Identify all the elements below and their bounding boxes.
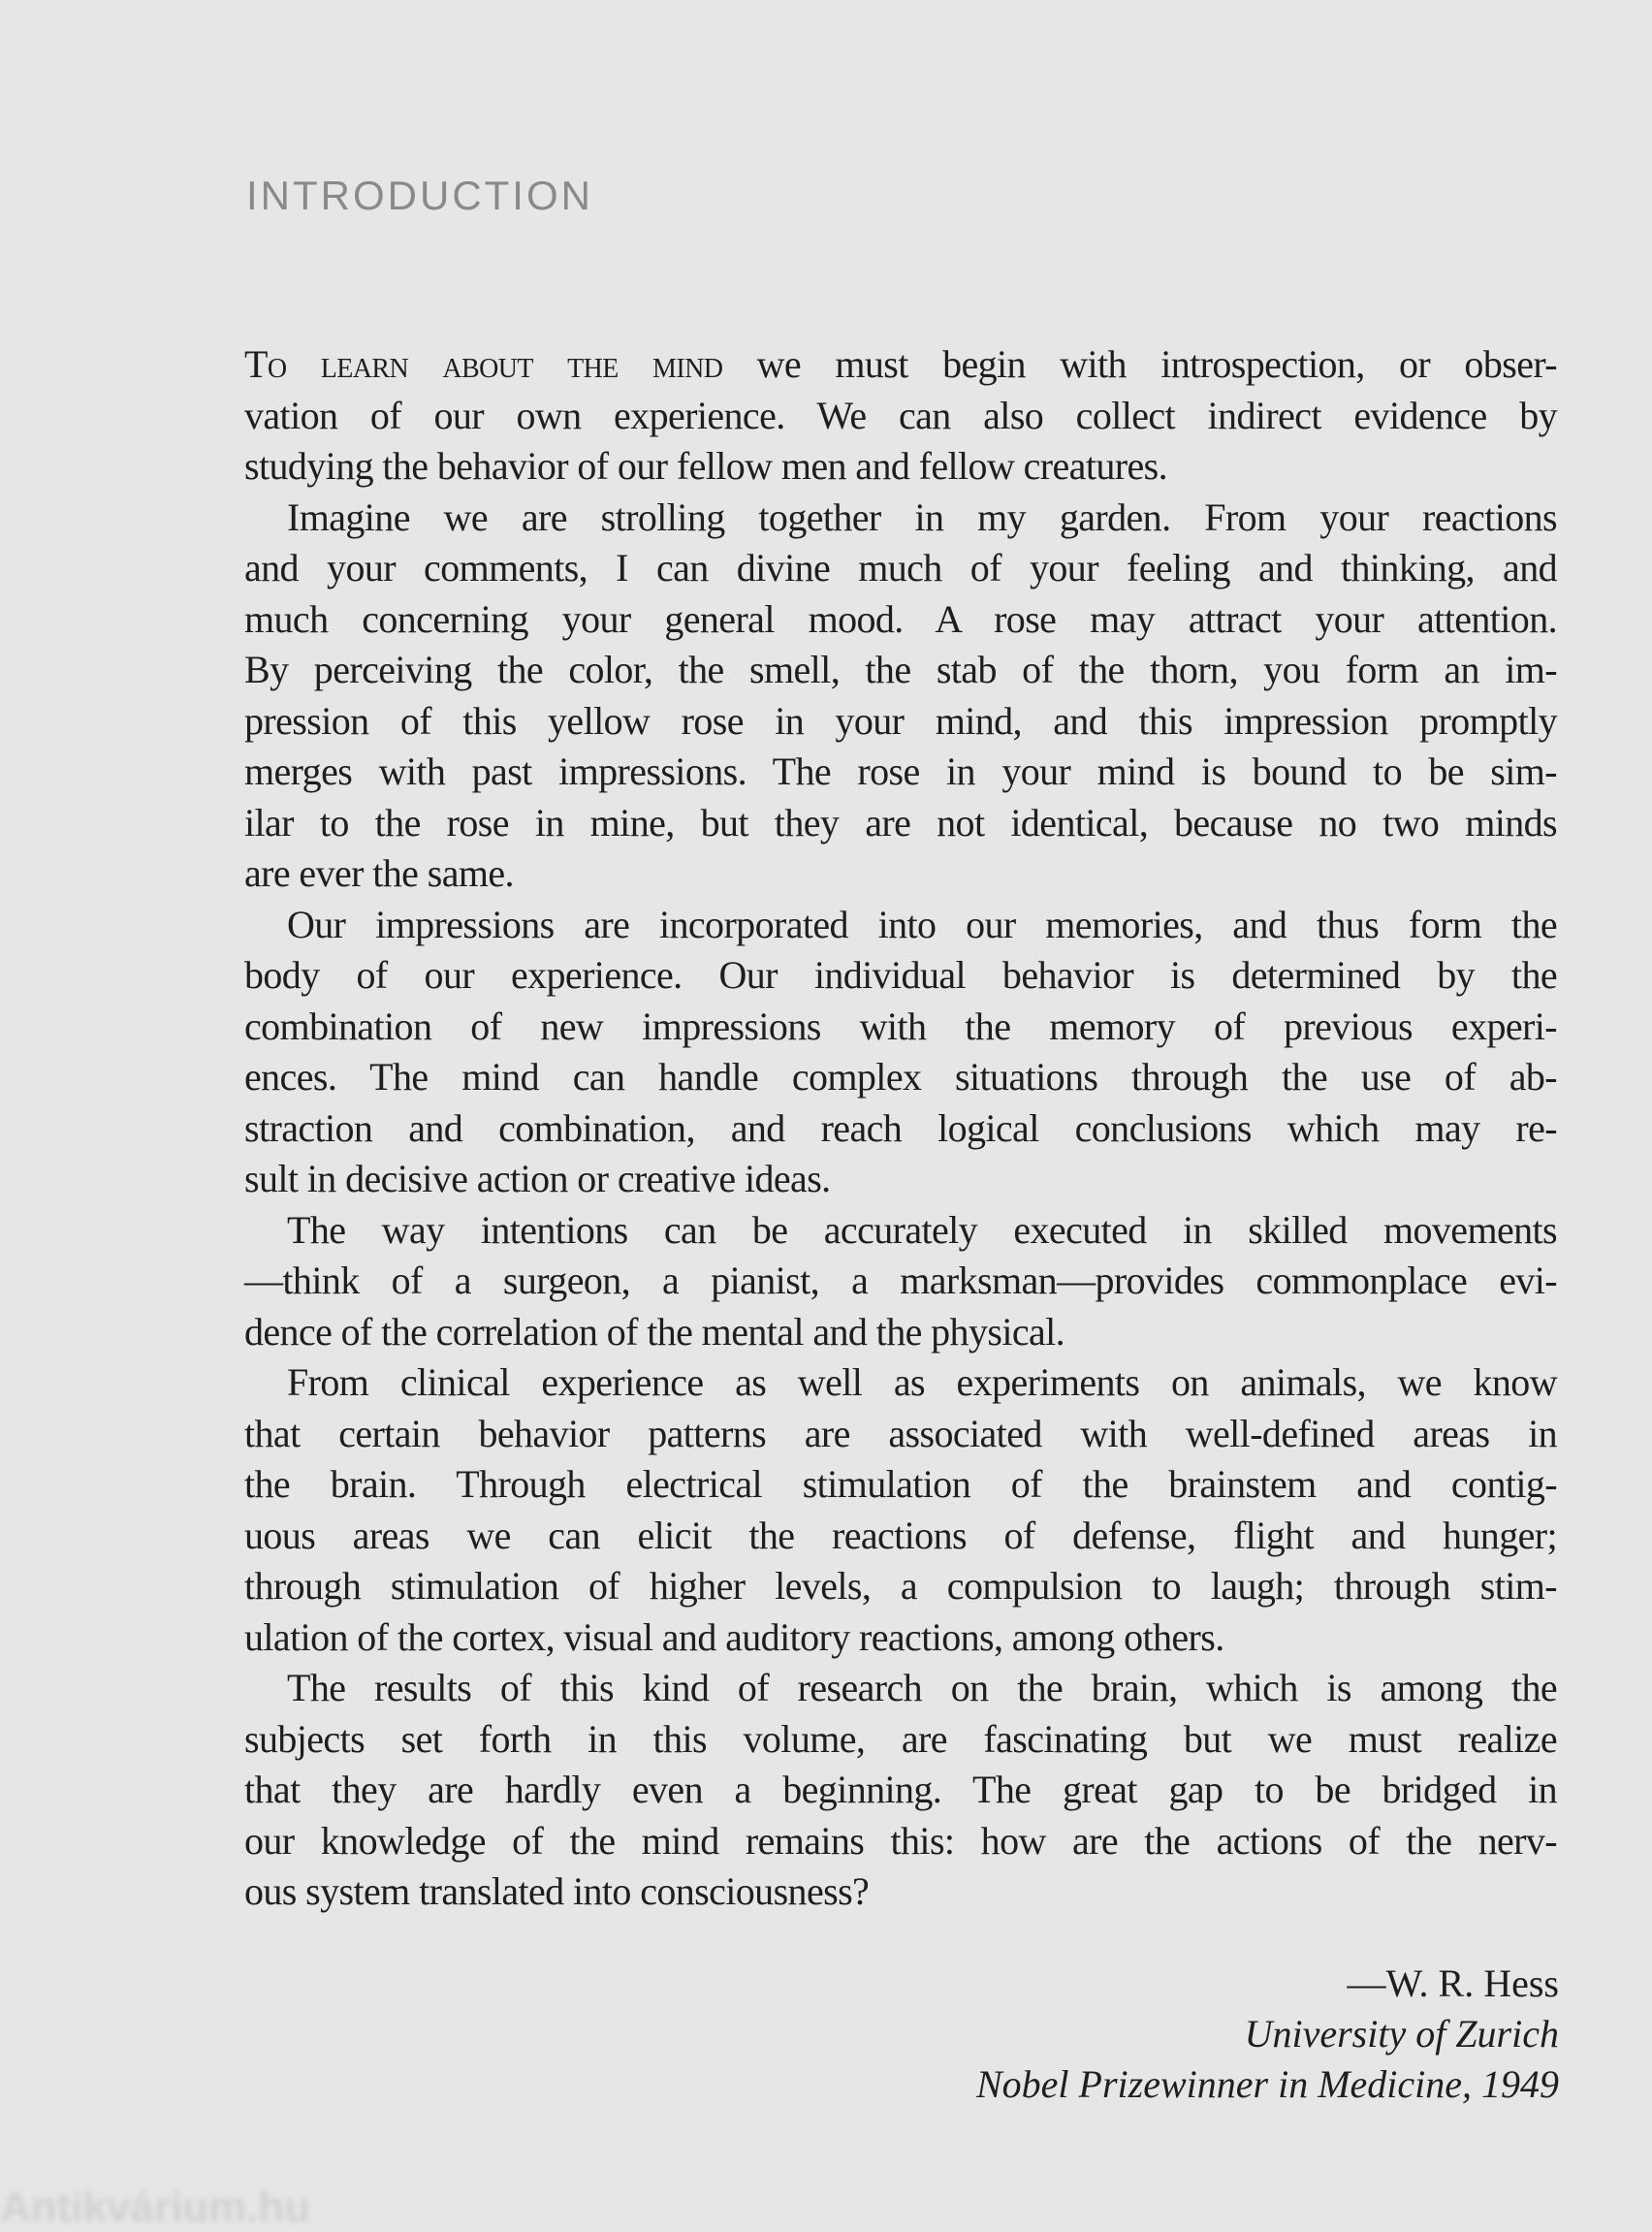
- text-line: ences. The mind can handle complex situations through the use of ab-: [244, 1055, 1557, 1099]
- text-line: pression of this yellow rose in your mind, and this impression promptly: [244, 698, 1557, 743]
- page-heading: INTRODUCTION: [246, 173, 593, 218]
- text-line: —think of a surgeon, a pianist, a marksman—provides commonplace evi-: [244, 1259, 1557, 1302]
- text-line: merges with past impressions. The rose in your mind is bound to be sim-: [244, 749, 1557, 793]
- text-line: The way intentions can be accurately executed in skilled movements: [287, 1207, 1557, 1252]
- paragraph-2: [244, 493, 1557, 900]
- text-line: straction and combination, and reach logical conclusions which may re-: [244, 1105, 1557, 1150]
- signature-distinction: Nobel Prizewinner in Medicine, 1949: [975, 2062, 1559, 2106]
- text-line: sult in decisive action or creative ideas.: [244, 1157, 831, 1200]
- text-line: ous system translated into consciousness?: [244, 1869, 870, 1913]
- paragraph-6: [244, 1663, 1557, 1918]
- text-line: By perceiving the color, the smell, the stab of the thorn, you form an im-: [244, 648, 1557, 691]
- signature-affiliation: University of Zurich: [1244, 2012, 1559, 2056]
- body-text: [244, 339, 1557, 1918]
- signature-author: —W. R. Hess: [1347, 1961, 1559, 2005]
- paragraph-3: [244, 900, 1557, 1205]
- text-line: From clinical experience as well as experiments on animals, we know: [287, 1360, 1557, 1404]
- text-line: dence of the correlation of the mental and the physical.: [244, 1309, 1065, 1354]
- text-line: uous areas we can elicit the reactions of defense, flight and hunger;: [244, 1513, 1557, 1557]
- text-line: To learn about the mind we must begin with introspection, or obser-: [244, 342, 1557, 386]
- watermark: Antikvárium.hu: [0, 2184, 311, 2231]
- text-line: ilar to the rose in mine, but they are not identical, because no two minds: [244, 800, 1557, 845]
- text-line: that certain behavior patterns are associated with well-defined areas in: [244, 1411, 1557, 1455]
- text-line: vation of our own experience. We can also collect indirect evidence by: [244, 393, 1557, 437]
- text-line: our knowledge of the mind remains this: how are the actions of the nerv-: [244, 1818, 1557, 1863]
- text-line: body of our experience. Our individual behavior is determined by the: [244, 953, 1557, 997]
- text-line: ulation of the cortex, visual and auditory reactions, among others.: [244, 1614, 1224, 1659]
- text-line: combination of new impressions with the memory of previous experi-: [244, 1004, 1557, 1048]
- paragraph-1: [244, 339, 1557, 493]
- text-line: and your comments, I can divine much of your feeling and thinking, and: [244, 546, 1557, 590]
- opening-small-caps: To learn about the mind: [244, 342, 723, 386]
- text-line: much concerning your general mood. A rose may attract your attention.: [244, 596, 1557, 641]
- text-line: through stimulation of higher levels, a compulsion to laugh; through stim-: [244, 1564, 1557, 1608]
- text-line: that they are hardly even a beginning. The great gap to be bridged in: [244, 1768, 1557, 1811]
- text-line: The results of this kind of research on the brain, which is among the: [287, 1666, 1557, 1709]
- text-line: studying the behavior of our fellow men and fellow creatures.: [244, 444, 1167, 488]
- signature-block: [976, 1959, 1559, 2110]
- paragraph-5: [244, 1357, 1557, 1663]
- text-line: subjects set forth in this volume, are fascinating but we must realize: [244, 1716, 1557, 1761]
- text-line: are ever the same.: [244, 851, 514, 895]
- paragraph-4: [244, 1205, 1557, 1358]
- text-line: Imagine we are strolling together in my garden. From your reactions: [287, 494, 1557, 539]
- text-line: the brain. Through electrical stimulation of the brainstem and contig-: [244, 1462, 1557, 1506]
- text-line: Our impressions are incorporated into our memories, and thus form the: [287, 902, 1557, 946]
